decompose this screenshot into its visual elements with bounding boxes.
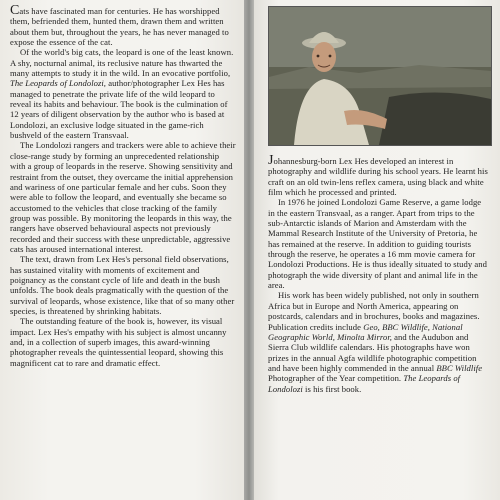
author-photo-illustration — [269, 7, 491, 145]
publications-text: His work has been widely published, not only in southern Africa but in Europe and North America, appearing on postcards, calendars and in brochures, books and magazines. Publication credits include — [268, 290, 480, 332]
field-observations-paragraph: The text, drawn from Lex Hes's personal field observations, has sustained vitality with moments of excitement and poignancy as the constant cycle of life and death in the bush unfolds. The book deals pragmatically with the question of the survival of leopards, whose existence, like that of so many other species, is threatened by shrinking habitats. — [10, 254, 235, 316]
book-title: The Leopards of Londolozi, — [10, 78, 107, 89]
book-fold — [244, 0, 254, 500]
leopard-text-rest: author/photographer Lex Hes has managed to penetrate the private life of the wild leopard to reveal its habits and behaviour. The book is the culmination of 12 years of diligent observation by the author who is based at Londolozi, an exclusive lodge situated in the game-rich bushveld of the eastern Transvaal. — [10, 78, 228, 141]
publications-text-3: Photographer of the Year competition. — [268, 373, 404, 384]
publications-text-4: is his first book. — [302, 383, 362, 394]
award-magazine: BBC Wildlife — [436, 362, 483, 373]
right-flap — [254, 0, 500, 500]
visual-impact-paragraph: The outstanding feature of the book is, however, its visual impact. Lex Hes's empathy with his subject is almost uncanny and, in a collection of superb images, this award-winning photographer reveals the quintessential leopard, showing this magnificent cat to rare and dramatic effect. — [10, 316, 227, 368]
biography-paragraph: Johannesburg-born Lex Hes developed an interest in photography and wildlife during his school years. He learnt his craft on an old twin-lens reflex camera, using black and white film which he processed and printed. — [268, 153, 488, 198]
leopard-text: Of the world's big cats, the leopard is one of the least known. A shy, nocturnal animal, its reclusive nature has thwarted the many attempts to study it in the wild. In an evocative portfolio, — [10, 47, 234, 79]
publications-paragraph — [268, 290, 490, 393]
rangers-paragraph: The Londolozi rangers and trackers were able to achieve their close-range study by forming an unprecedented relationship with a group of leopards in the reserve. Showing sensitivity and restraint from the outset, they overcame the initial apprehension and wariness of one particular female and her cubs. Soon they were able to follow the leopard, and eventually she became so accustomed to the vehicles that close tracking of the family group was possible. By monitoring the leopards in this way, the rangers have observed behavioural aspects not previously recorded and their success with these unpredictable, aggressive cats has aroused international interest. — [10, 140, 236, 254]
publication-credits: Geo, BBC Wildlife, National Geographic World, Minolta Mirror, — [268, 321, 463, 342]
left-flap — [0, 0, 244, 500]
first-book-title: The Leopards of Londolozi — [268, 373, 461, 394]
londolozi-paragraph: In 1976 he joined Londolozi Game Reserve, a game lodge in the eastern Transvaal, as a ranger. Apart from trips to the sub-Antarctic islands of Marion and Amsterdam with the Mammal Research Institute of the University of Pretoria, he has remained at the reserve. In addition to guiding tourists through the reserve, he operates a 16 mm movie camera for Londolozi Productions. He is thus ideally situated to study and photograph the wide diversity of plant and animal life in the area. — [268, 197, 487, 291]
intro-paragraph: Cats have fascinated man for centuries. He has worshipped them, befriended them, hunted them, drawn them and written about them but, throughout the years, he has never managed to expose the essence of the cat. — [10, 3, 229, 48]
publications-text-2: and the Audubon and Sierra Club wildlife calendars. His photographs have won prizes in the annual Agfa wildlife photographic competition and have been highly commended in the annual — [268, 331, 477, 373]
author-photo — [268, 6, 492, 146]
leopard-paragraph — [10, 47, 236, 140]
